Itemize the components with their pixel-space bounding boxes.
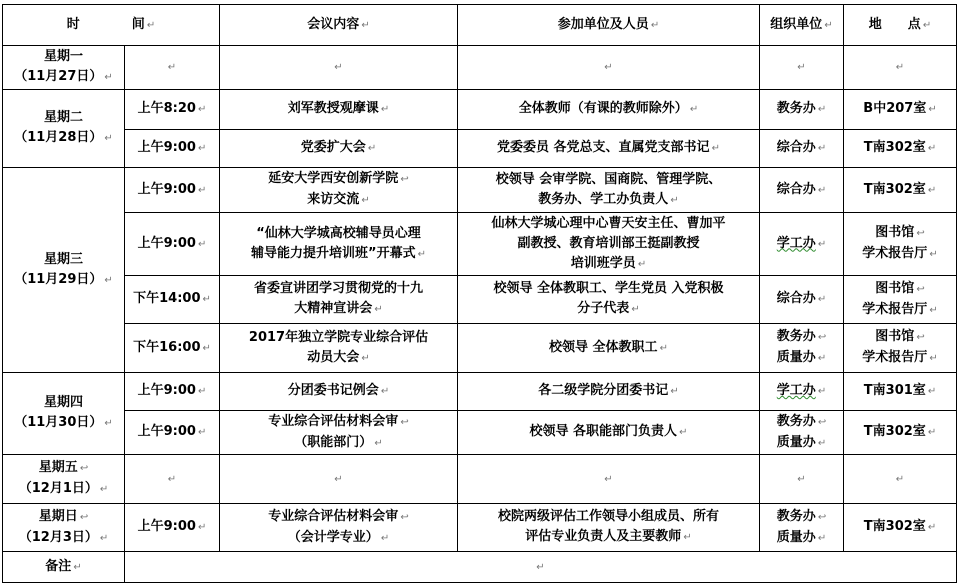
header-time: 时 间 ↵ <box>3 5 220 46</box>
organizer-cell: 学工办 ↵ <box>760 213 844 276</box>
table-row <box>3 411 957 455</box>
time-cell: 下午14:00 ↵ <box>125 276 220 324</box>
remarks-cell: ↵ <box>125 552 957 583</box>
location-cell: T南302室 ↵ <box>844 504 957 552</box>
content-cell: 党委扩大会 ↵ <box>220 130 458 168</box>
table-row <box>3 455 957 504</box>
content-cell: 刘军教授观摩课 ↵ <box>220 90 458 130</box>
time-cell: 上午9:00 ↵ <box>125 168 220 213</box>
attendees-cell: 校领导 全体教职工、学生党员 入党积极 分子代表 ↵ <box>458 276 760 324</box>
content-cell: 专业综合评估材料会审 ↩ （会计学专业） ↵ <box>220 504 458 552</box>
organizer-cell: 教务办 ↩ 质量办 ↵ <box>760 411 844 455</box>
attendees-cell: ↵ <box>458 46 760 90</box>
remarks-row <box>3 552 957 583</box>
location-cell: 图书馆 ↩ 学术报告厅 ↵ <box>844 213 957 276</box>
content-cell: ↵ <box>220 455 458 504</box>
time-cell: 上午9:00 ↵ <box>125 213 220 276</box>
table-row <box>3 504 957 552</box>
day-cell-thu: 星期四 （11月30日） ↵ <box>3 373 125 455</box>
header-location: 地 点 ↵ <box>844 5 957 46</box>
time-cell: ↵ <box>125 46 220 90</box>
content-cell: 省委宣讲团学习贯彻党的十九 大精神宣讲会 ↵ <box>220 276 458 324</box>
time-cell: ↵ <box>125 455 220 504</box>
day-cell-tue: 星期二 （11月28日） ↵ <box>3 90 125 168</box>
table-row <box>3 130 957 168</box>
attendees-cell: 党委委员 各党总支、直属党支部书记 ↵ <box>458 130 760 168</box>
location-cell: ↵ <box>844 46 957 90</box>
location-cell: T南301室 ↵ <box>844 373 957 411</box>
day-cell-mon: 星期一 （11月27日） ↵ <box>3 46 125 90</box>
organizer-cell: 综合办 ↵ <box>760 276 844 324</box>
time-cell: 上午9:00 ↵ <box>125 373 220 411</box>
organizer-cell: ↵ <box>760 46 844 90</box>
organizer-cell: 教务办 ↵ <box>760 90 844 130</box>
time-cell: 上午9:00 ↵ <box>125 130 220 168</box>
time-cell: 上午9:00 ↵ <box>125 411 220 455</box>
content-cell: “仙林大学城高校辅导员心理 辅导能力提升培训班”开幕式 ↵ <box>220 213 458 276</box>
content-cell: 分团委书记例会 ↵ <box>220 373 458 411</box>
day-cell-fri: 星期五 ↩ （12月1日） ↵ <box>3 455 125 504</box>
remarks-label: 备注 ↵ <box>3 552 125 583</box>
attendees-cell: 仙林大学城心理中心曹天安主任、曹加平 副教授、教育培训部王挺副教授 培训班学员 ↵ <box>458 213 760 276</box>
table-row <box>3 324 957 373</box>
time-cell: 下午16:00 ↵ <box>125 324 220 373</box>
header-content: 会议内容 ↵ <box>220 5 458 46</box>
attendees-cell: 全体教师（有课的教师除外） ↵ <box>458 90 760 130</box>
location-cell: 图书馆 ↩ 学术报告厅 ↵ <box>844 276 957 324</box>
table-row <box>3 276 957 324</box>
table-row <box>3 46 957 90</box>
attendees-cell: ↵ <box>458 455 760 504</box>
content-cell: ↵ <box>220 46 458 90</box>
schedule-table <box>2 4 957 583</box>
attendees-cell: 校领导 会审学院、国商院、管理学院、 教务办、学工办负责人 ↵ <box>458 168 760 213</box>
organizer-cell: ↵ <box>760 455 844 504</box>
attendees-cell: 各二级学院分团委书记 ↵ <box>458 373 760 411</box>
table-row <box>3 90 957 130</box>
location-cell: 图书馆 ↩ 学术报告厅 ↵ <box>844 324 957 373</box>
organizer-cell: 学工办 ↵ <box>760 373 844 411</box>
table-row <box>3 373 957 411</box>
content-cell: 专业综合评估材料会审 ↩ （职能部门） ↵ <box>220 411 458 455</box>
attendees-cell: 校领导 各职能部门负责人 ↵ <box>458 411 760 455</box>
time-cell: 上午8:20 ↵ <box>125 90 220 130</box>
location-cell: B中207室 ↵ <box>844 90 957 130</box>
header-attendees: 参加单位及人员 ↵ <box>458 5 760 46</box>
content-cell: 2017年独立学院专业综合评估 动员大会 ↵ <box>220 324 458 373</box>
organizer-cell: 教务办 ↩ 质量办 ↵ <box>760 324 844 373</box>
day-cell-wed: 星期三 （11月29日） ↵ <box>3 168 125 373</box>
attendees-cell: 校院两级评估工作领导小组成员、所有 评估专业负责人及主要教师 ↵ <box>458 504 760 552</box>
header-organizer: 组织单位 ↵ <box>760 5 844 46</box>
location-cell: T南302室 ↵ <box>844 130 957 168</box>
organizer-cell: 综合办 ↵ <box>760 168 844 213</box>
organizer-cell: 综合办 ↵ <box>760 130 844 168</box>
location-cell: T南302室 ↵ <box>844 168 957 213</box>
header-row <box>3 5 957 46</box>
attendees-cell: 校领导 全体教职工 ↵ <box>458 324 760 373</box>
table-row <box>3 213 957 276</box>
table-row <box>3 168 957 213</box>
location-cell: T南302室 ↵ <box>844 411 957 455</box>
time-cell: 上午9:00 ↵ <box>125 504 220 552</box>
content-cell: 延安大学西安创新学院 ↩ 来访交流 ↵ <box>220 168 458 213</box>
day-cell-sun: 星期日 ↩ （12月3日） ↵ <box>3 504 125 552</box>
location-cell: ↵ <box>844 455 957 504</box>
organizer-cell: 教务办 ↩ 质量办 ↵ <box>760 504 844 552</box>
